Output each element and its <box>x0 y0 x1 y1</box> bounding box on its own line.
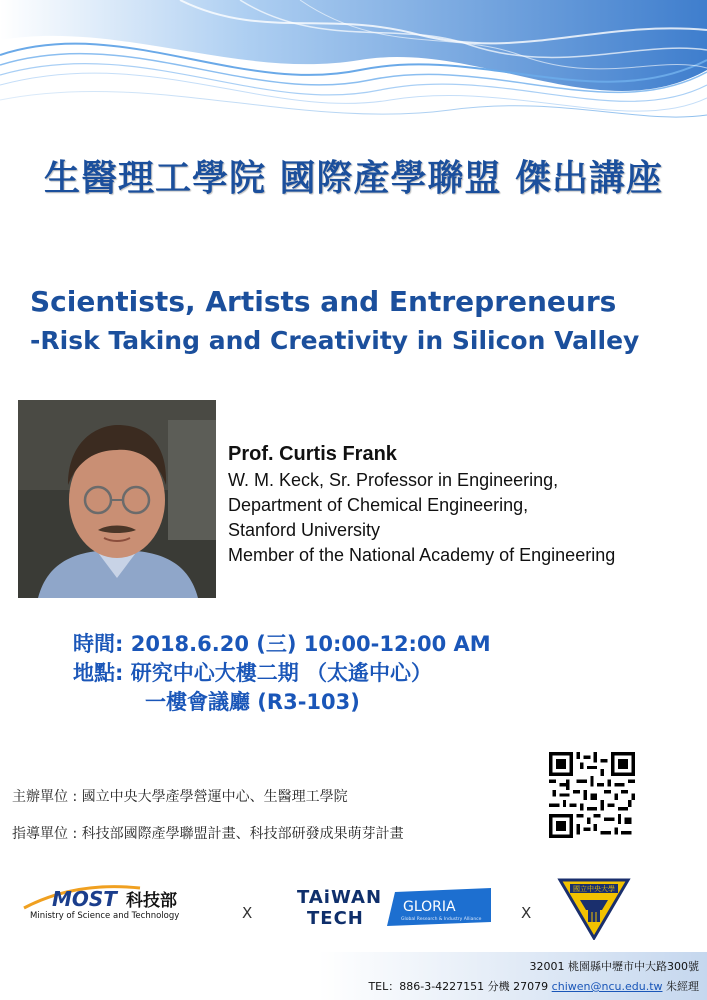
ncu-seal-logo <box>556 876 632 940</box>
footer-contact <box>368 978 699 994</box>
lecture-title-line1: Scientists, Artists and Entrepreneurs <box>30 285 617 318</box>
qr-code[interactable] <box>549 752 635 838</box>
event-time-value: 2018.6.20 (三) 10:00-12:00 AM <box>130 632 491 656</box>
footer-email-link[interactable]: chiwen@ncu.edu.tw <box>551 980 663 993</box>
event-place-value-line2: 一樓會議廳 (R3-103) <box>145 690 360 714</box>
logo-separator-1: X <box>242 904 253 922</box>
speaker-photo <box>18 400 216 598</box>
most-logo <box>22 880 222 920</box>
footer-tel: TEL：886-3-4227151 分機 27079 <box>368 980 549 993</box>
event-place-row <box>73 659 693 688</box>
taiwantech-line2: TECH <box>307 908 364 929</box>
lecture-title <box>30 282 690 360</box>
most-logo-en: Ministry of Science and Technology <box>30 911 180 920</box>
event-time-row <box>73 630 693 659</box>
event-place-label: 地點: <box>73 661 124 685</box>
logo-separator-2: X <box>521 904 532 922</box>
most-logo-cn: 科技部 <box>126 891 177 911</box>
speaker-info <box>228 440 698 568</box>
speaker-position: W. M. Keck, Sr. Professor in Engineering, <box>228 470 559 490</box>
most-logo-main: MOST <box>52 887 117 911</box>
gloria-logo-text: GLORIA <box>403 899 456 915</box>
lecture-title-line2: -Risk Taking and Creativity in Silicon Valley <box>30 326 640 355</box>
main-title: 生醫理工學院 國際產學聯盟 傑出講座 <box>43 158 664 199</box>
taiwantech-line1: TAiWAN <box>297 887 383 908</box>
host-organizers: 主辦單位 : 國立中央大學產學營運中心、生醫理工學院 <box>12 789 348 805</box>
advisory-organizers: 指導單位 : 科技部國際產學聯盟計畫、科技部研發成果萌芽計畫 <box>12 826 404 842</box>
speaker-membership: Member of the National Academy of Engineering <box>228 545 616 565</box>
event-details <box>73 630 693 717</box>
speaker-name: Prof. Curtis Frank <box>228 443 397 465</box>
speaker-university: Stanford University <box>228 520 381 540</box>
footer-address: 32001 桃園縣中壢市中大路300號 <box>529 960 699 973</box>
speaker-department: Department of Chemical Engineering, <box>228 495 529 515</box>
event-time-label: 時間: <box>73 632 124 656</box>
event-place-value-line1: 研究中心大樓二期 （太遙中心） <box>130 661 433 685</box>
gloria-logo-sub: Global Research & Industry Alliance <box>401 917 482 922</box>
footer-contact-person: 朱經理 <box>666 980 699 993</box>
taiwantech-gloria-logo <box>283 884 493 930</box>
header-wave-graphic <box>0 0 707 160</box>
ncu-seal-text: 國立中央大學 <box>573 885 615 893</box>
